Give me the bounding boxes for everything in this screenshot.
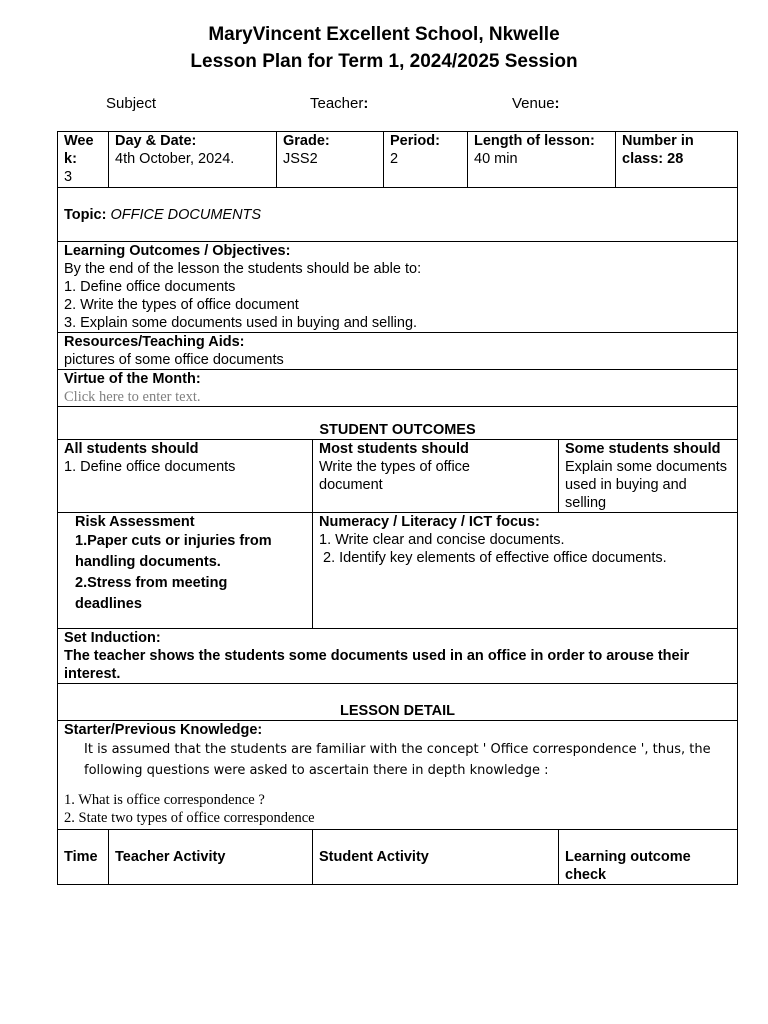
numeracy-label: Numeracy / Literacy / ICT focus: — [319, 514, 540, 530]
week-cell — [58, 132, 109, 188]
most-students-cell — [313, 440, 559, 513]
starter-question: 2. State two types of office correspondence — [64, 810, 315, 826]
virtue-label: Virtue of the Month: — [64, 371, 201, 387]
resources-row — [58, 333, 738, 370]
topic-value: OFFICE DOCUMENTS — [110, 206, 262, 223]
numeracy-item: 1. Write clear and concise documents. — [319, 532, 565, 548]
some-students-cell — [559, 440, 738, 513]
some-students-value: Explain some documents used in buying and selling — [565, 459, 727, 511]
numeracy-cell — [313, 513, 738, 629]
period-value: 2 — [390, 151, 399, 167]
objectives-label: Learning Outcomes / Objectives: — [64, 243, 291, 259]
school-name: MaryVincent Excellent School, Nkwelle — [208, 24, 560, 45]
venue-label: Venue — [512, 95, 555, 112]
objective-item: 3. Explain some documents used in buying and selling. — [64, 315, 418, 331]
starter-row — [58, 721, 738, 830]
topic-cell — [58, 188, 738, 242]
teacher-colon: : — [363, 95, 369, 112]
induction-row — [58, 629, 738, 684]
period-label: Period: — [390, 133, 440, 149]
resources-value: pictures of some office documents — [64, 352, 284, 368]
period-cell — [384, 132, 468, 188]
subject-label: Subject — [106, 95, 157, 112]
student-outcomes-heading: STUDENT OUTCOMES — [58, 407, 738, 440]
some-students-label: Some students should — [565, 441, 721, 457]
risk-numeracy-row — [58, 513, 738, 629]
student-activity-header: Student Activity — [313, 830, 559, 885]
objective-item: 2. Write the types of office document — [64, 297, 299, 313]
subject-field — [106, 95, 156, 112]
topic-row — [58, 188, 738, 242]
venue-field — [512, 95, 560, 112]
length-cell — [468, 132, 616, 188]
time-header: Time — [58, 830, 109, 885]
numeracy-item: 2. Identify key elements of effective office documents. — [319, 550, 667, 566]
starter-question: 1. What is office correspondence ? — [64, 792, 265, 808]
objectives-intro: By the end of the lesson the students should be able to: — [64, 261, 422, 277]
most-students-value: Write the types of office document — [319, 459, 470, 493]
student-outcomes-heading-row — [58, 407, 738, 440]
risk-cell — [58, 513, 313, 629]
most-students-label: Most students should — [319, 441, 469, 457]
induction-label: Set Induction: — [64, 630, 161, 646]
objectives-row — [58, 242, 738, 333]
teacher-activity-header: Teacher Activity — [109, 830, 313, 885]
all-students-label: All students should — [64, 441, 199, 457]
plan-title: Lesson Plan for Term 1, 2024/2025 Session — [190, 51, 578, 72]
risk-item: 2.Stress from meeting deadlines — [75, 575, 228, 612]
teacher-label: Teacher — [310, 95, 364, 112]
starter-label: Starter/Previous Knowledge: — [64, 722, 263, 738]
teacher-field — [310, 95, 368, 112]
date-value: 4th October, 2024. — [115, 151, 235, 167]
date-cell — [109, 132, 277, 188]
week-label: Wee k: — [64, 133, 94, 167]
grade-cell — [277, 132, 384, 188]
week-value: 3 — [64, 169, 73, 185]
virtue-cell — [58, 370, 738, 407]
induction-cell — [58, 629, 738, 684]
grade-value: JSS2 — [283, 151, 318, 167]
objective-item: 1. Define office documents — [64, 279, 236, 295]
virtue-row — [58, 370, 738, 407]
learning-check-header: Learning outcome check — [559, 830, 738, 885]
starter-cell — [58, 721, 738, 830]
lesson-detail-heading: LESSON DETAIL — [58, 684, 738, 721]
starter-text: It is assumed that the students are familiar with the concept ' Office correspondence ', thus, the following questions were asked to ascertain there in depth knowledge : — [84, 742, 711, 778]
number-label: Number in class: 28 — [622, 133, 694, 167]
resources-label: Resources/Teaching Aids: — [64, 334, 245, 350]
lesson-plan-table — [57, 131, 738, 885]
length-label: Length of lesson: — [474, 133, 595, 149]
info-row — [58, 132, 738, 188]
length-value: 40 min — [474, 151, 518, 167]
activity-header-row — [58, 830, 738, 885]
risk-label: Risk Assessment — [75, 514, 195, 530]
all-students-cell — [58, 440, 313, 513]
all-students-value: 1. Define office documents — [64, 459, 236, 475]
outcomes-row — [58, 440, 738, 513]
number-cell — [616, 132, 738, 188]
lesson-detail-heading-row — [58, 684, 738, 721]
topic-label: Topic: — [64, 206, 107, 223]
induction-text: The teacher shows the students some documents used in an office in order to arouse their interest. — [64, 648, 690, 682]
risk-item: 1.Paper cuts or injuries from handling documents. — [75, 533, 272, 570]
virtue-input[interactable]: Click here to enter text. — [64, 389, 201, 405]
resources-cell — [58, 333, 738, 370]
venue-colon: : — [554, 95, 560, 112]
objectives-cell — [58, 242, 738, 333]
grade-label: Grade: — [283, 133, 330, 149]
date-label: Day & Date: — [115, 133, 197, 149]
